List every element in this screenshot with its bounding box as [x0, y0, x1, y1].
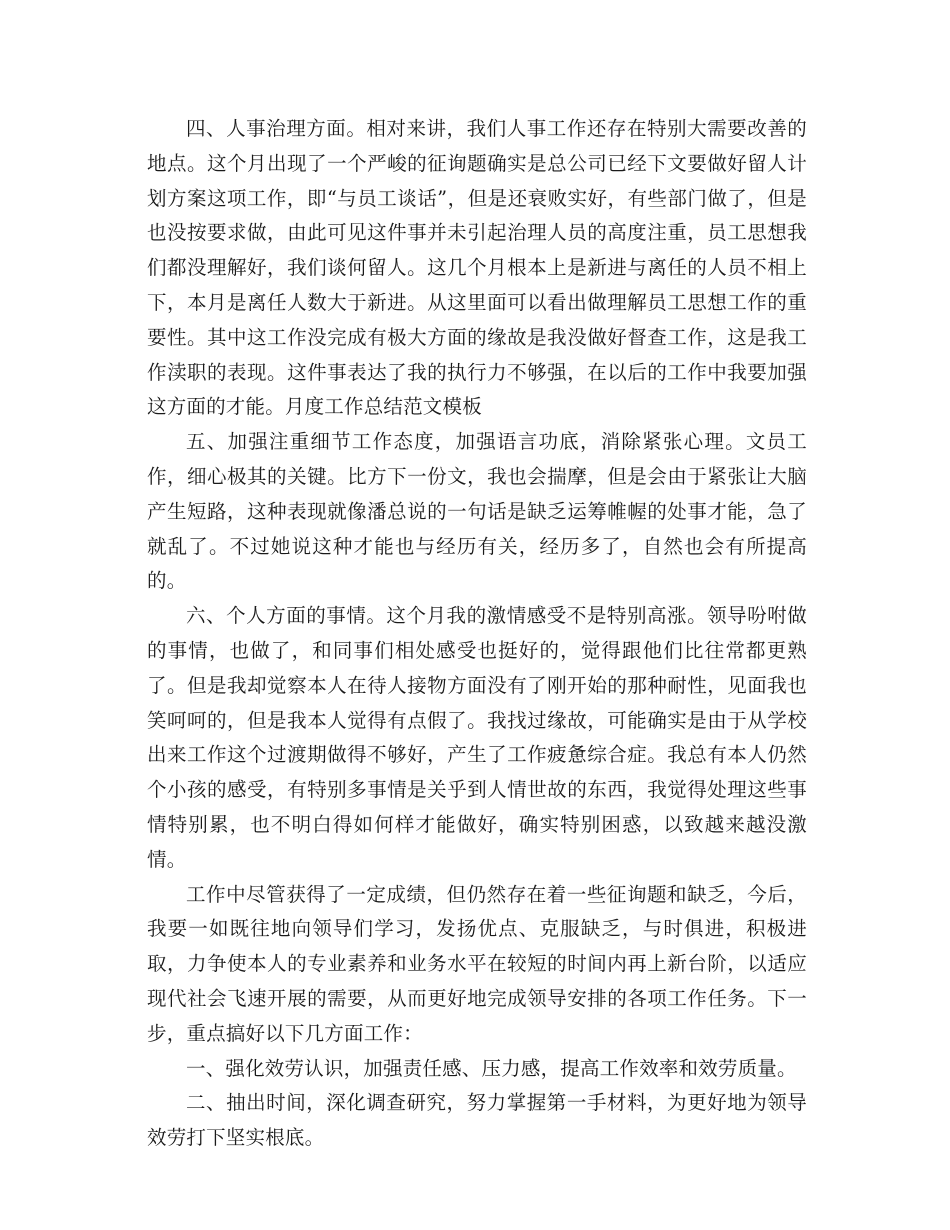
document-body	[147, 112, 807, 1156]
paragraph-personnel-management: 四、人事治理方面。相对来讲，我们人事工作还存在特别大需要改善的地点。这个月出现了一个严峻的征询题确实是总公司已经下文要做好留人计划方案这项工作，即“与员工谈话”，但是还衰败实好，有些部门做了，但是也没按要求做，由此可见这件事并未引起治理人员的高度注重，员工思想我们都没理解好，我们谈何留人。这几个月根本上是新进与离任的人员不相上下，本月是离任人数大于新进。从这里面可以看出做理解员工思想工作的重要性。其中这工作没完成有极大方面的缘故是我没做好督查工作，这是我工作渎职的表现。这件事表达了我的执行力不够强，在以后的工作中我要加强这方面的才能。月度工作总结范文模板	[147, 117, 807, 419]
paragraph-detail-work-attitude: 五、加强注重细节工作态度，加强语言功底，消除紧张心理。文员工作，细心极其的关键。比方下一份文，我也会揣摩，但是会由于紧张让大脑产生短路，这种表现就像潘总说的一句话是缺乏运筹帷幄的处事才能，急了就乱了。不过她说这种才能也与经历有关，经历多了，自然也会有所提高的。	[147, 430, 807, 593]
paragraph-future-plan: 工作中尽管获得了一定成绩，但仍然存在着一些征询题和缺乏，今后，我要一如既往地向领导们学习，发扬优点、克服缺乏，与时俱进，积极进取，力争使本人的专业素养和业务水平在较短的时间内再上新台阶，以适应现代社会飞速开展的需要，从而更好地完成领导安排的各项工作任务。下一步，重点搞好以下几方面工作：	[147, 882, 807, 1045]
paragraph-personal-matters: 六、个人方面的事情。这个月我的激情感受不是特别高涨。领导吩咐做的事情，也做了，和同事们相处感受也挺好的，觉得跟他们比往常都更熟了。但是我却觉察本人在待人接物方面没有了刚开始的那种耐性，见面我也笑呵呵的，但是我本人觉得有点假了。我找过缘故，可能确实是由于从学校出来工作这个过渡期做得不够好，产生了工作疲惫综合症。我总有本人仍然个小孩的感受，有特别多事情是关乎到人情世故的东西，我觉得处理这些事情特别累，也不明白得如何样才能做好，确实特别困惑，以致越来越没激情。	[147, 604, 807, 871]
paragraph-plan-item-2: 二、抽出时间，深化调查研究，努力掌握第一手材料，为更好地为领导效劳打下坚实根底。	[147, 1091, 807, 1150]
paragraph-plan-item-1: 一、强化效劳认识，加强责任感、压力感，提高工作效率和效劳质量。	[186, 1056, 797, 1080]
